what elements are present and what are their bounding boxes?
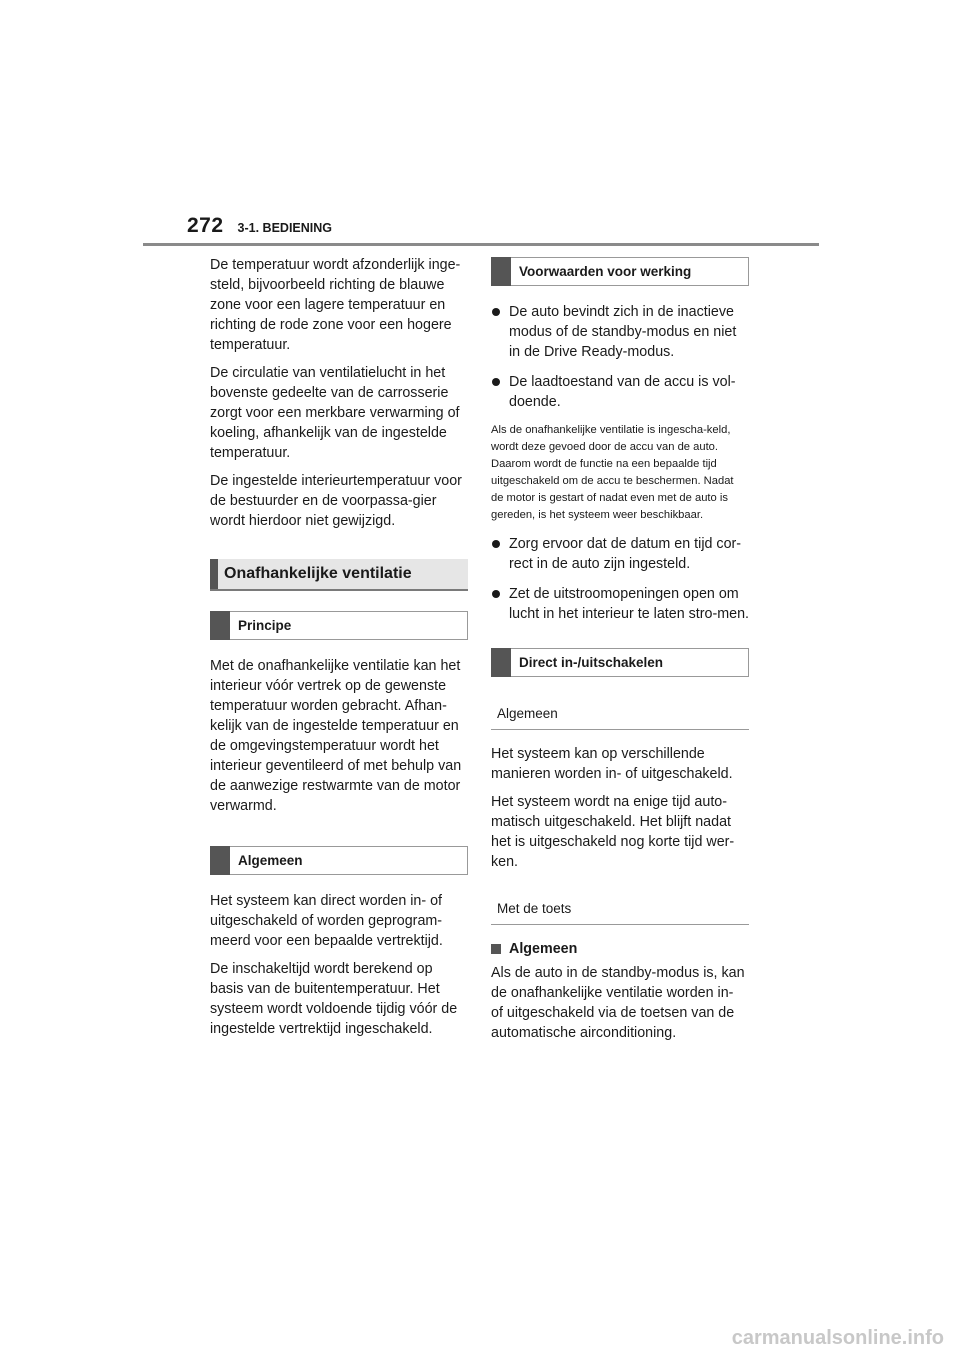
subsection-title: Principe (238, 617, 292, 633)
list-item (491, 302, 749, 362)
square-icon (491, 944, 501, 954)
subsection-title: Direct in-/uitschakelen (519, 654, 664, 670)
paragraph: De temperatuur wordt afzonderlijk inge-steld, bijvoorbeeld richting de blauwe zone voor een lagere temperatuur en richting de rode zone voor een hogere temperatuur. (210, 257, 461, 353)
list-item (491, 584, 749, 624)
paragraph: De ingestelde interieurtemperatuur voor de bestuurder en de voorpassa-gier wordt hierdoor niet gewijzigd. (210, 473, 462, 529)
heading-marker (210, 611, 230, 640)
heading-marker (210, 559, 218, 589)
paragraph: Het systeem kan op verschillende manieren worden in- of uitgeschakeld. (491, 746, 733, 782)
left-column (210, 255, 468, 1047)
subsection-heading-algemeen (210, 846, 468, 875)
bullet-icon (492, 378, 500, 386)
subsection-heading-principe (210, 611, 468, 640)
paragraph: De circulatie van ventilatielucht in het bovenste gedeelte van de carrosserie zorgt voor een merkbare verwarming of koeling, afhankelijk van de ingestelde temperatuur. (210, 365, 460, 461)
subsection-title: Algemeen (238, 852, 303, 868)
bullet-icon (492, 540, 500, 548)
section-heading (210, 559, 468, 591)
watermark: carmanualsonline.info (731, 1327, 944, 1349)
subsection-title: Voorwaarden voor werking (519, 263, 692, 279)
page-number: 272 (187, 214, 224, 237)
subheading-met-de-toets: Met de toets (491, 894, 749, 925)
section-label: 3-1. BEDIENING (237, 221, 333, 235)
subsection-heading-direct (491, 648, 749, 677)
bullet-icon (492, 308, 500, 316)
list-item (491, 534, 749, 574)
subsection-heading-voorwaarden (491, 257, 749, 286)
paragraph: Het systeem wordt na enige tijd auto-matisch uitgeschakeld. Het blijft nadat het is uitgeschakeld nog korte tijd wer-ken. (491, 794, 735, 870)
square-heading (491, 939, 749, 959)
heading-marker (491, 257, 511, 286)
list-item-text: De laadtoestand van de accu is vol-doende. (509, 374, 736, 410)
list-item (491, 372, 749, 412)
heading-marker (210, 846, 230, 875)
section-title: Onafhankelijke ventilatie (224, 565, 412, 582)
list-item-text: Zorg ervoor dat de datum en tijd cor-rect in de auto zijn ingesteld. (509, 536, 742, 572)
bullet-icon (492, 590, 500, 598)
paragraph: Met de onafhankelijke ventilatie kan het interieur vóór vertrek op de gewenste temperatuur worden gebracht. Afhan-kelijk van de ingestelde temperatuur en de omgevingstemperatuur wordt het interieur geventileerd of met behulp van de aanwezige restwarmte van de motor verwarmd. (210, 658, 462, 814)
page-header (187, 214, 332, 238)
note-text: Als de onafhankelijke ventilatie is ingescha-keld, wordt deze gevoed door de accu van de auto. Daarom wordt de functie na een bepaalde tijd uitgeschakeld om de accu te beschermen. Nadat de motor is gestart of nadat even met de auto is gereden, is het systeem weer beschikbaar. (491, 424, 734, 521)
list-item-text: Zet de uitstroomopeningen open om lucht in het interieur te laten stro-men. (509, 586, 749, 622)
list-item-text: De auto bevindt zich in de inactieve modus of de standby-modus en niet in de Drive Ready-modus. (509, 304, 737, 360)
subheading-algemeen: Algemeen (491, 699, 749, 730)
square-heading-text: Algemeen (509, 941, 578, 957)
right-column (491, 257, 749, 1051)
paragraph: Als de auto in de standby-modus is, kan de onafhankelijke ventilatie worden in- of uitgeschakeld via de toetsen van de automatische airconditioning. (491, 965, 745, 1041)
header-rule (143, 243, 819, 246)
heading-marker (491, 648, 511, 677)
paragraph: De inschakeltijd wordt berekend op basis van de buitentemperatuur. Het systeem wordt voldoende tijdig vóór de ingestelde vertrektijd ingeschakeld. (210, 961, 458, 1037)
paragraph: Het systeem kan direct worden in- of uitgeschakeld of worden geprogram-meerd voor een bepaalde vertrektijd. (210, 893, 443, 949)
